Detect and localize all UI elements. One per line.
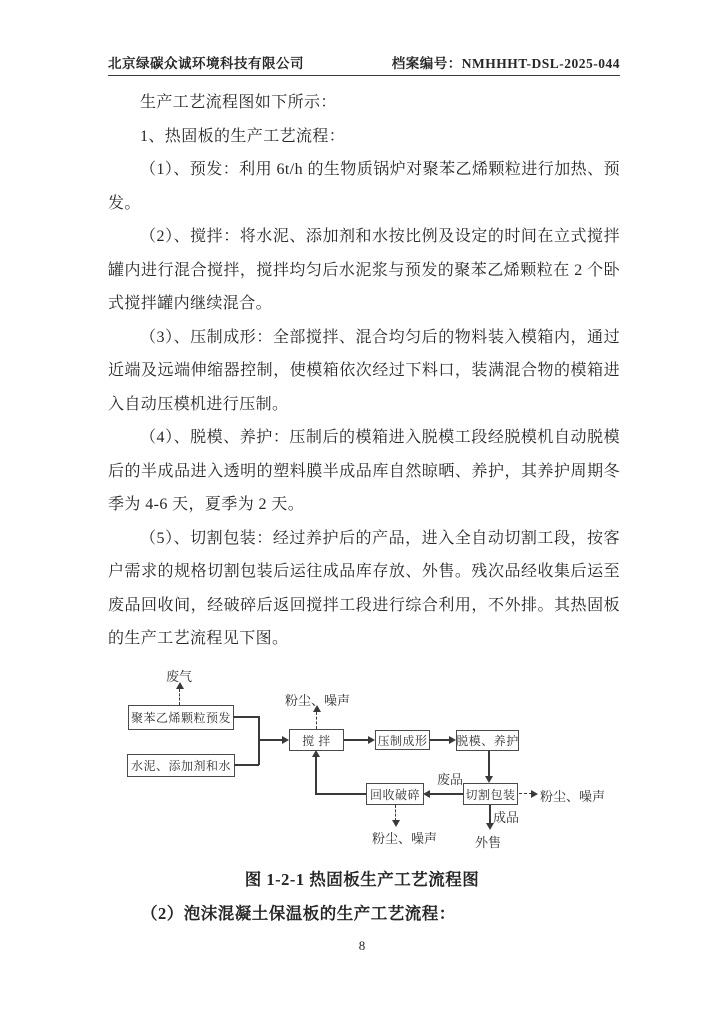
arrowhead-into-demold	[449, 736, 456, 744]
arrow-cutting-to-sale	[489, 805, 491, 824]
paragraph-section-1: 1、热固板的生产工艺流程：	[140, 127, 346, 145]
line-merge-vertical	[258, 716, 260, 765]
dashed-arrow-dust-noise-mixing	[316, 712, 317, 729]
paragraph-step-3: （3）、压制成形：全部搅拌、混合均匀后的物料装入模箱内，通过近端及远端伸缩器控制，使模箱依次经过下料口，装满混合物的模箱进入自动压模机进行压制。	[108, 328, 620, 413]
flow-box-pre-expansion: 聚苯乙烯颗粒预发	[128, 705, 234, 730]
arrow-cutting-to-recycle	[430, 793, 463, 795]
arrow-merge-to-mixing	[258, 739, 283, 741]
flow-box-press-forming: 压制成形	[375, 730, 430, 750]
body-text	[108, 86, 620, 656]
figure-caption: 图 1-2-1 热固板生产工艺流程图	[244, 870, 480, 889]
label-dust-noise-mixing: 粉尘、噪声	[285, 693, 351, 708]
line-pre-expansion-stub	[233, 716, 259, 718]
arrowhead-into-recycle	[423, 790, 430, 798]
page-header	[108, 52, 620, 76]
arrow-mixing-to-press	[344, 739, 369, 741]
arrowhead-into-sale	[486, 823, 494, 830]
label-scrap: 废品	[437, 772, 464, 787]
flow-box-mixing: 搅 拌	[289, 729, 344, 751]
paragraph-intro: 生产工艺流程图如下所示：	[140, 94, 337, 111]
header-company: 北京绿碳众诚环境科技有限公司	[108, 56, 304, 71]
page-number: 8	[358, 938, 366, 953]
arrow-press-to-demold	[430, 739, 450, 741]
label-dust-noise-cutting: 粉尘、噪声	[540, 789, 606, 804]
dashed-arrow-waste-gas	[179, 689, 180, 705]
paragraph-step-4: （4）、脱模、养护：压制后的模箱进入脱模工段经脱模机自动脱模后的半成品进入透明的塑料膜半成品库自然晾晒、养护，其养护周期冬季为 4-6 天，夏季为 2 天。	[108, 429, 620, 513]
dashed-arrow-dust-noise-cutting	[519, 793, 532, 794]
arrowhead-dust-noise-cutting	[531, 790, 538, 798]
archive-value: NMHHHT-DSL-2025-044	[461, 56, 620, 71]
header-archive-number	[392, 52, 620, 72]
line-raw-materials-stub	[234, 764, 259, 766]
flow-box-cutting-packing: 切割包装	[463, 783, 518, 805]
paragraph-step-2: （2）、搅拌：将水泥、添加剂和水按比例及设定的时间在立式搅拌罐内进行混合搅拌，搅拌均匀后水泥浆与预发的聚苯乙烯颗粒在 2 个卧式搅拌罐内继续混合。	[108, 228, 620, 312]
arrowhead-dust-noise-crushing	[392, 820, 400, 827]
label-sale: 外售	[475, 835, 502, 850]
flow-box-demold-curing: 脱模、养护	[456, 730, 519, 751]
label-waste-gas: 废气	[166, 669, 193, 684]
flow-box-raw-materials: 水泥、添加剂和水	[127, 754, 235, 777]
section-2-heading: （2）泡沫混凝土保温板的生产工艺流程：	[141, 904, 456, 923]
label-dust-noise-crushing: 粉尘、噪声	[372, 831, 438, 846]
arrowhead-return-into-mixing	[312, 750, 320, 757]
archive-label: 档案编号：	[391, 56, 462, 71]
arrowhead-into-press	[368, 736, 375, 744]
arrowhead-waste-gas	[176, 682, 184, 689]
paragraph-step-5: （5）、切割包装：经过养护后的产品，进入全自动切割工段，按客户需求的规格切割包装后运往成品库存放、外售。残次品经收集后运至废品回收间，经破碎后返回搅拌工段进行综合利用，不外排。其热固板的生产工艺流程见下图。	[108, 529, 620, 647]
line-recycle-return-horizontal	[315, 793, 366, 795]
arrowhead-dust-noise-mixing	[313, 705, 321, 712]
arrow-demold-to-cutting	[488, 751, 490, 777]
flow-box-recycle-crushing: 回收破碎	[366, 783, 424, 805]
line-recycle-return-vertical	[315, 757, 317, 795]
label-finished-product: 成品	[493, 810, 520, 825]
paragraph-step-1: （1）、预发：利用 6t/h 的生物质锅炉对聚苯乙烯颗粒进行加热、预发。	[108, 161, 620, 212]
arrowhead-into-mixing	[282, 736, 289, 744]
dashed-arrow-dust-noise-crushing	[395, 805, 396, 821]
arrowhead-into-cutting	[485, 776, 493, 783]
